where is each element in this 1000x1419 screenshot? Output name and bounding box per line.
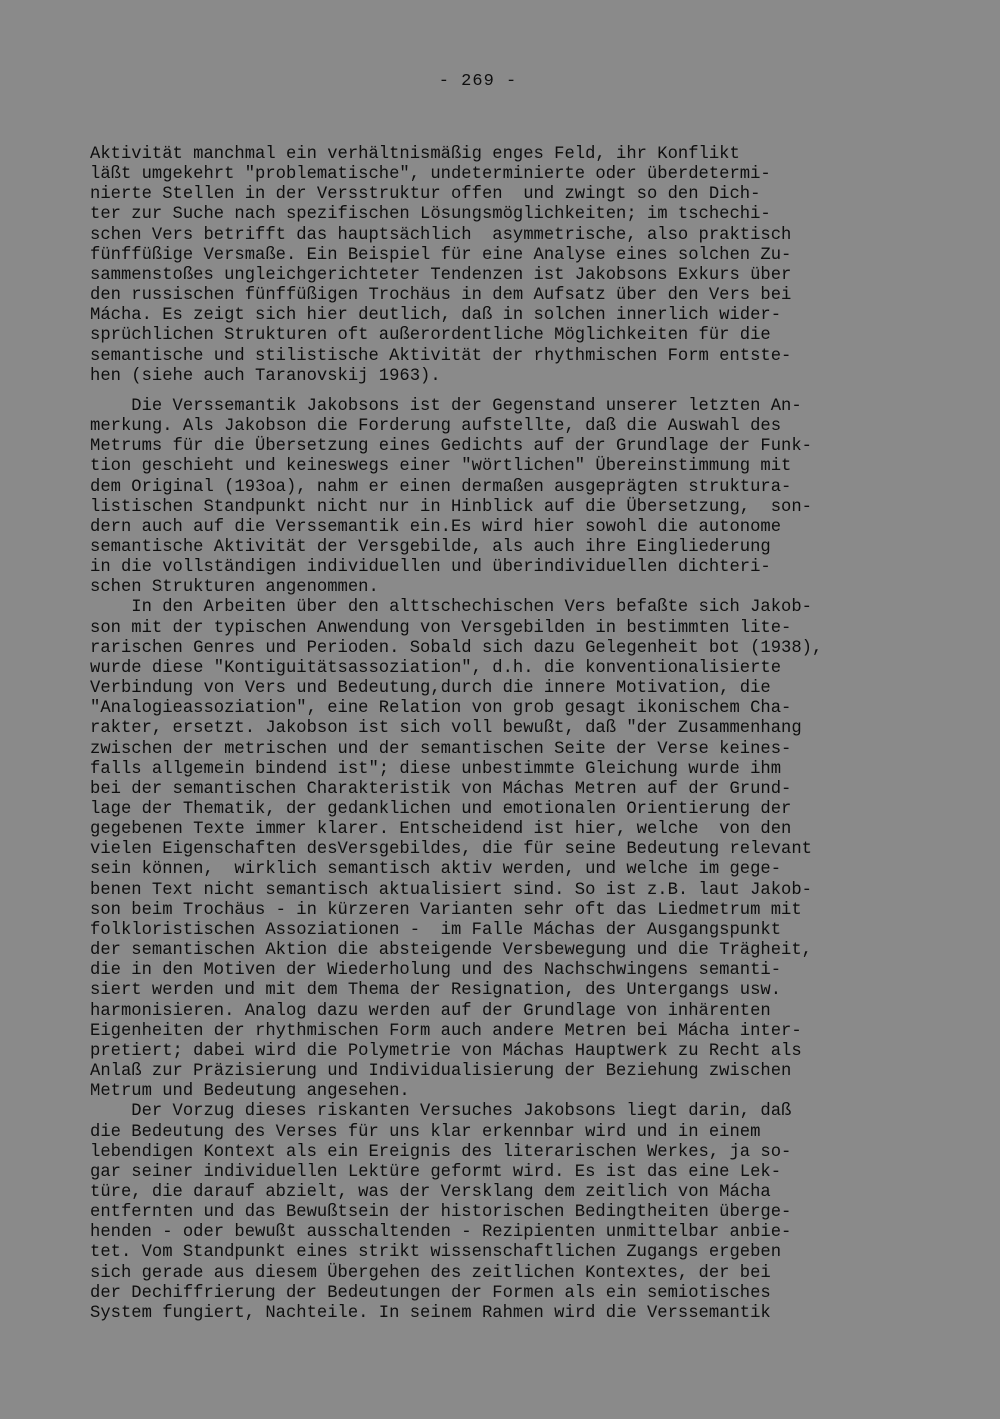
text-line: merkung. Als Jakobson die Forderung aufstellte, daß die Auswahl des [90, 417, 782, 437]
text-line: der semantischen Aktion die absteigende Versbewegung und die Trägheit, [90, 941, 812, 961]
text-line: entfernten und das Bewußtsein der historischen Bedingtheiten übergе- [90, 1203, 792, 1223]
text-line: tion geschieht und keineswegs einer "wörtlichen" Übereinstimmung mit [90, 457, 792, 477]
paragraph-gap [90, 387, 950, 397]
text-line: semantische und stilistische Aktivität der rhythmischen Form entste- [90, 346, 792, 366]
text-line: dem Original (193oa), nahm er einen dermaßen ausgeprägten struktura- [90, 477, 792, 497]
text-line: son mit der typischen Anwendung von Versgebilden in bestimmten lite- [90, 618, 792, 638]
text-line: die in den Motiven der Wiederholung und des Nachschwingens semanti- [90, 961, 782, 981]
text-line: hen (siehe auch Taranovskij 1963). [90, 366, 441, 386]
text-line: bei der semantischen Charakteristik von Máchas Metren auf der Grund- [90, 779, 792, 799]
text-line: Mácha. Es zeigt sich hier deutlich, daß in solchen innerlich wider- [90, 306, 782, 326]
text-line: rakter, ersetzt. Jakobson ist sich voll bewußt, daß "der Zusammenhang [90, 719, 802, 739]
text-line: benen Text nicht semantisch aktualisiert sind. So ist z.B. laut Jakob- [90, 880, 812, 900]
text-line: System fungiert, Nachteile. In seinem Rahmen wird die Verssemantik [90, 1303, 771, 1323]
text-line: lebendigen Kontext als ein Ereignis des literarischen Werkes, ja so- [90, 1142, 792, 1162]
text-line: henden - oder bewußt ausschaltenden - Rezipienten unmittelbar anbie- [90, 1223, 792, 1243]
text-line: gar seiner individuellen Lektüre geformt wird. Es ist das eine Lek- [90, 1162, 782, 1182]
text-line: zwischen der metrischen und der semantischen Seite der Verse keines- [90, 739, 792, 759]
text-line: lage der Thematik, der gedanklichen und emotionalen Orientierung der [90, 800, 792, 819]
text-line: harmonisieren. Analog dazu werden auf der Grundlage von inhärenten [90, 1001, 771, 1021]
text-line: rarischen Genres und Perioden. Sobald sich dazu Gelegenheit bot (1938), [90, 638, 823, 658]
text-line: sich gerade aus diesem Übergehen des zeitlichen Kontextes, der bei [90, 1263, 771, 1283]
text-line: Verbindung von Vers und Bedeutung,durch die innere Motivation, die [90, 679, 771, 699]
text-line: nierte Stellen in der Versstruktur offen und zwingt so den Dich- [90, 185, 761, 205]
text-line: türe, die darauf abzielt, was der Versklang dem zeitlich von Mácha [90, 1182, 771, 1202]
text-line: läßt umgekehrt "problematische", undeterminierte oder überdetermi- [90, 165, 771, 185]
text-line: in die vollständigen individuellen und überindividuellen dichteri- [90, 558, 771, 578]
page-number: - 269 - [438, 72, 518, 91]
text-line: son beim Trochäus - in kürzeren Varianten sehr oft das Liedmetrum mit [90, 900, 802, 920]
text-line: pretiert; dabei wird die Polymetrie von Máchas Hauptwerk zu Recht als [90, 1041, 802, 1061]
text-line: schen Strukturen angenommen. [90, 578, 379, 598]
text-line: dern auch auf die Verssemantik ein.Es wird hier sowohl die autonome [90, 517, 782, 537]
text-line: die Bedeutung des Verses für uns klar erkennbar wird und in einem [90, 1122, 761, 1142]
text-line: sprüchlichen Strukturen oft außerordentliche Möglichkeiten für die [90, 326, 771, 346]
paragraph [90, 397, 950, 1324]
text-line: vielen Eigenschaften desVersgebildes, die für seine Bedeutung relevant [90, 840, 812, 860]
text-line: Metrum und Bedeutung angesehen. [90, 1082, 410, 1102]
text-line: "Analogieassoziation", eine Relation von grob gesagt ikonischem Cha- [90, 699, 792, 719]
text-line: sammenstoßes ungleichgerichteter Tendenzen ist Jakobsons Exkurs über [90, 265, 792, 285]
text-line: siert werden und mit dem Thema der Resignation, des Untergangs usw. [90, 981, 782, 1001]
text-line: folkloristischen Assoziationen - im Falle Máchas der Ausgangspunkt [90, 920, 782, 940]
text-line: der Dechiffrierung der Bedeutungen der Formen als ein semiotisches [90, 1283, 771, 1303]
text-line: Aktivität manchmal ein verhältnismäßig enges Feld, ihr Konflikt [90, 145, 740, 164]
text-line: sein können, wirklich semantisch aktiv werden, und welche im gege- [90, 860, 782, 880]
text-line: ter zur Suche nach spezifischen Lösungsmöglichkeiten; im tschechi- [90, 205, 771, 225]
text-line: Anlaß zur Präzisierung und Individualisierung der Beziehung zwischen [90, 1062, 792, 1082]
text-line: wurde diese "Kontiguitätsassoziation", d.h. die konventionalisierte [90, 658, 782, 678]
text-line: listischen Standpunkt nicht nur in Hinblick auf die Übersetzung, son- [90, 497, 812, 517]
text-line: falls allgemein bindend ist"; diese unbestimmte Gleichung wurde ihm [90, 759, 782, 779]
text-line: Der Vorzug dieses riskanten Versuches Jakobsons liegt darin, daß [90, 1102, 792, 1122]
text-line: Die Verssemantik Jakobsons ist der Gegenstand unserer letzten An- [90, 396, 802, 416]
text-line: fünffüßige Versmaße. Ein Beispiel für eine Analyse eines solchen Zu- [90, 245, 792, 265]
text-line: Metrums für die Übersetzung eines Gedichts auf der Grundlage der Funk- [90, 437, 812, 457]
text-line: den russischen fünffüßigen Trochäus in dem Aufsatz über den Vers bei [90, 286, 792, 306]
text-line: schen Vers betrifft das hauptsächlich asymmetrische, also praktisch [90, 225, 792, 245]
text-line: In den Arbeiten über den alttschechischen Vers befaßte sich Jakob- [90, 598, 812, 618]
body-text [90, 145, 950, 1324]
text-line: semantische Aktivität der Versgebilde, als auch ihre Eingliederung [90, 537, 771, 557]
text-line: Eigenheiten der rhythmischen Form auch andere Metren bei Mácha inter- [90, 1021, 802, 1041]
text-line: tet. Vom Standpunkt eines strikt wissenschaftlichen Zugangs ergeben [90, 1243, 782, 1263]
paragraph [90, 145, 950, 387]
text-line: gegebenen Texte immer klarer. Entscheidend ist hier, welche von den [90, 820, 792, 840]
